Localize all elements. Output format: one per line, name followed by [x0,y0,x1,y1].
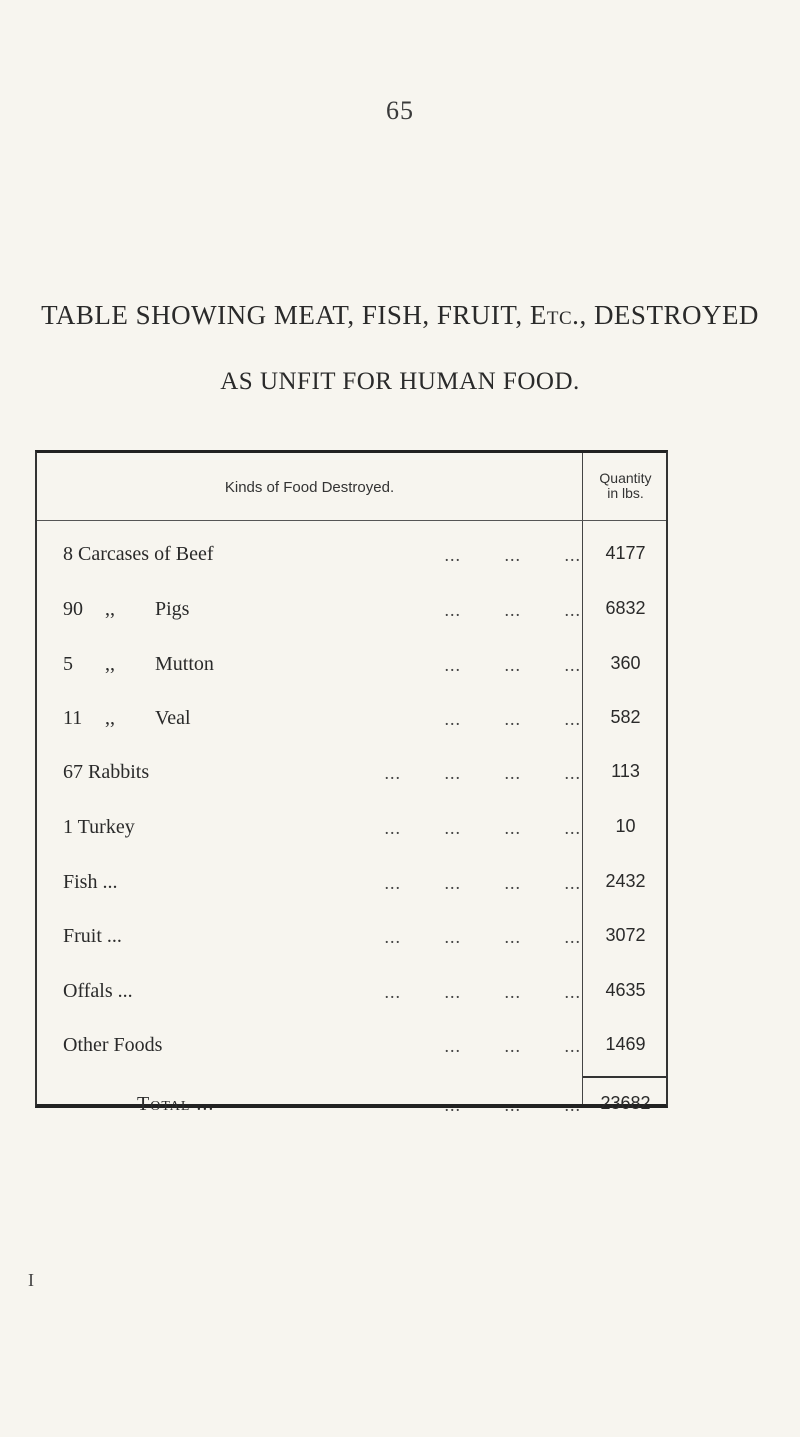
table-row [37,653,668,683]
row-value: 10 [615,816,636,836]
food-destroyed-table [35,450,668,1115]
page-number: 65 [386,96,414,125]
total-value: 23682 [600,1093,651,1113]
header-quantity-line1: Quantity [599,470,652,486]
row-label: Offals ... [63,980,133,1002]
dot-leaders: ... ... ... ... [384,927,581,947]
table-row [37,871,668,901]
row-label: Other Foods [63,1034,163,1056]
table-row [37,707,668,737]
dot-leaders: ... ... ... [444,1095,581,1115]
row-count: 11 [63,707,83,729]
header-quantity-line2: in lbs. [607,485,644,501]
total-rule [583,1076,668,1078]
title-part-a: TABLE SHOWING MEAT, FISH, FRUIT, [41,300,530,330]
table-row [37,1034,668,1064]
row-value: 582 [610,707,641,727]
header-kinds-of-food: Kinds of Food Destroyed. [224,479,395,496]
row-label: 8 Carcases of Beef [63,543,214,565]
dot-leaders: ... ... ... ... [384,982,581,1002]
table-row [37,543,668,573]
signature-mark: I [28,1270,34,1290]
ditto-mark: ,, [105,653,115,675]
row-value: 113 [611,761,640,781]
total-label: Total ... [137,1093,215,1115]
header-rule [37,520,666,521]
row-label: Fruit ... [63,925,122,947]
row-value: 2432 [605,871,646,891]
row-value: 360 [610,653,641,673]
dot-leaders: ... ... ... ... [384,818,581,838]
total-row [37,1093,668,1123]
row-item: Pigs [155,598,190,620]
table-row [37,816,668,846]
table-row [37,925,668,955]
ditto-mark: ,, [105,707,115,729]
title-etc: Etc. [529,300,580,330]
table-row [37,980,668,1010]
row-count: 90 [63,598,83,620]
header-quantity [583,471,668,501]
table-title [0,300,800,331]
row-value: 6832 [605,598,646,618]
row-value: 3072 [605,925,646,945]
title-part-b: , DESTROYED [579,300,759,330]
dot-leaders: ... ... ... [444,1036,581,1056]
table-row [37,598,668,628]
dot-leaders: ... ... ... ... [384,763,581,783]
row-item: Veal [155,707,191,729]
dot-leaders: ... ... ... [444,709,581,729]
row-label: Fish ... [63,871,118,893]
dot-leaders: ... ... ... [444,545,581,565]
dot-leaders: ... ... ... [444,600,581,620]
dot-leaders: ... ... ... ... [384,873,581,893]
row-label: 1 Turkey [63,816,135,838]
row-value: 4177 [605,543,646,563]
ditto-mark: ,, [105,598,115,620]
table-subtitle: AS UNFIT FOR HUMAN FOOD. [220,368,580,395]
table-row [37,761,668,791]
row-item: Mutton [155,653,214,675]
row-value: 1469 [605,1034,646,1054]
row-count: 5 [63,653,73,675]
row-value: 4635 [605,980,646,1000]
row-label: 67 Rabbits [63,761,150,783]
dot-leaders: ... ... ... [444,655,581,675]
